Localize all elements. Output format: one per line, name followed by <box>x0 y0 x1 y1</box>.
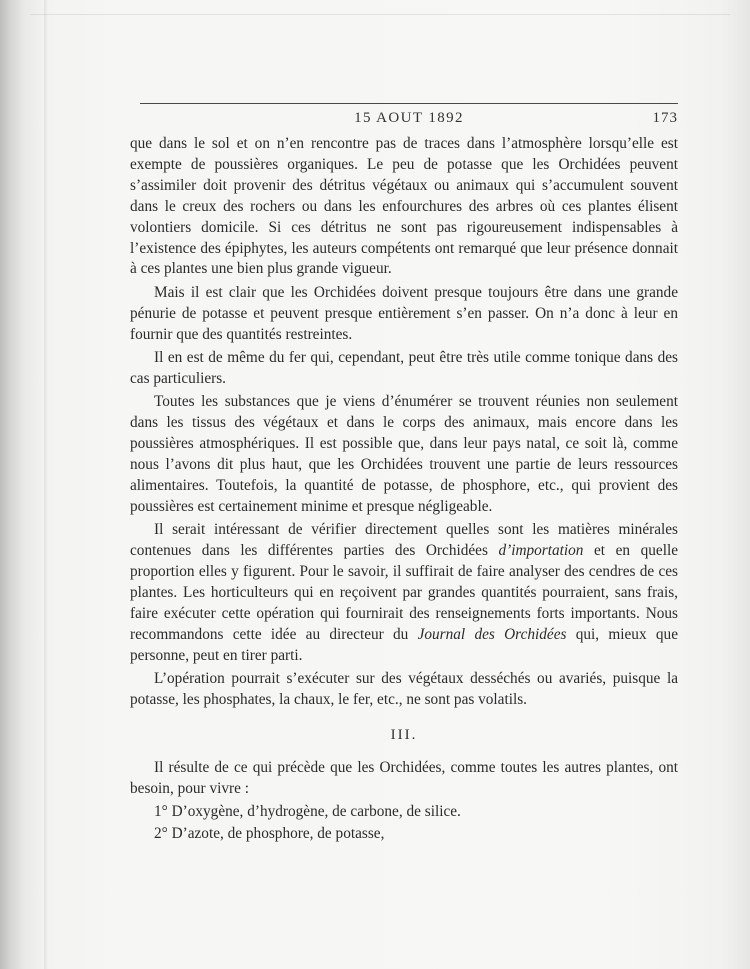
header-date: 15 AOUT 1892 <box>354 110 464 126</box>
paragraph-5-end: qui, mieux que personne, peut en tirer parti. <box>130 625 678 664</box>
paragraph-4: Toutes les substances que je viens d’énumérer se trouvent réunies non seulement dans les tissus des végétaux et dans le corps des animaux, mais encore dans les poussières atmosphériques. Il est possible que, dans leur pays natal, ce soit là, comme nous l’avons dit plus haut, que les Orchidées trouvent une partie de leurs ressources alimentaires. Toutefois, la quantité de potasse, de phosphore, etc., qui provient des poussières est certainement minime et presque négligeable. <box>130 393 678 515</box>
paragraph-1: que dans le sol et on n’en rencontre pas de traces dans l’atmosphère lorsqu’elle est exempte de poussières organiques. Le peu de potasse que les Orchidées peuvent s’assimiler doit provenir des détritus végétaux ou animaux qui s’accumulent souvent dans le creux des rochers ou dans les enfourchures des arbres où ces plantes élisent volontiers domicile. Si ces détritus ne sont pas rigoureusement indispensables à l’existence des épiphytes, les auteurs compétents ont remarqué que leur présence donnait à ces plantes une bien plus grande vigueur. <box>130 135 678 278</box>
paragraph-5-start: Il serait intéressant de vérifier directement quelles sont les matières minérales contenues dans les différentes parties des Orchidées <box>130 521 678 560</box>
body-text <box>130 134 678 845</box>
book-gutter-shadow <box>44 0 48 969</box>
paragraph-2: Mais il est clair que les Orchidées doivent presque toujours être dans une grande pénurie de potasse et peuvent presque entièrement s’en passer. On n’a donc à leur en fournir que des quantités restreintes. <box>130 283 678 343</box>
journal-title: Journal des Orchidées <box>417 625 567 643</box>
paragraph-6: L’opération pourrait s’exécuter sur des végétaux desséchés ou avariés, puisque la potasse, les phosphates, la chaux, le fer, etc., ne sont pas volatils. <box>130 670 678 709</box>
paragraph-3: Il en est de même du fer qui, cependant, peut être très utile comme tonique dans des cas particuliers. <box>130 349 678 387</box>
italic-importation: d’importation <box>498 542 584 560</box>
page-content <box>130 103 678 846</box>
paragraph-5 <box>130 520 678 666</box>
paragraph-7: Il résulte de ce qui précède que les Orchidées, comme toutes les autres plantes, ont besoin, pour vivre : <box>130 758 678 797</box>
list-item: 1° D’oxygène, d’hydrogène, de carbone, de silice. <box>154 803 461 821</box>
section-heading: III. <box>390 726 418 743</box>
page-number: 173 <box>652 110 678 126</box>
running-head <box>140 103 678 126</box>
paragraph-5-middle: et en quelle proportion elles y figurent. Pour le savoir, il suffirait de faire analyser des cendres de ces plantes. Les horticulteurs qui en reçoivent par grandes quantités pourraient, sans frais, faire exécuter cette opération qui fournirait des renseignements forts importants. Nous recommandons cette idée au directeur du <box>130 542 679 643</box>
list-item: 2° D’azote, de phosphore, de potasse, <box>154 825 385 843</box>
scan-edge <box>30 14 730 15</box>
